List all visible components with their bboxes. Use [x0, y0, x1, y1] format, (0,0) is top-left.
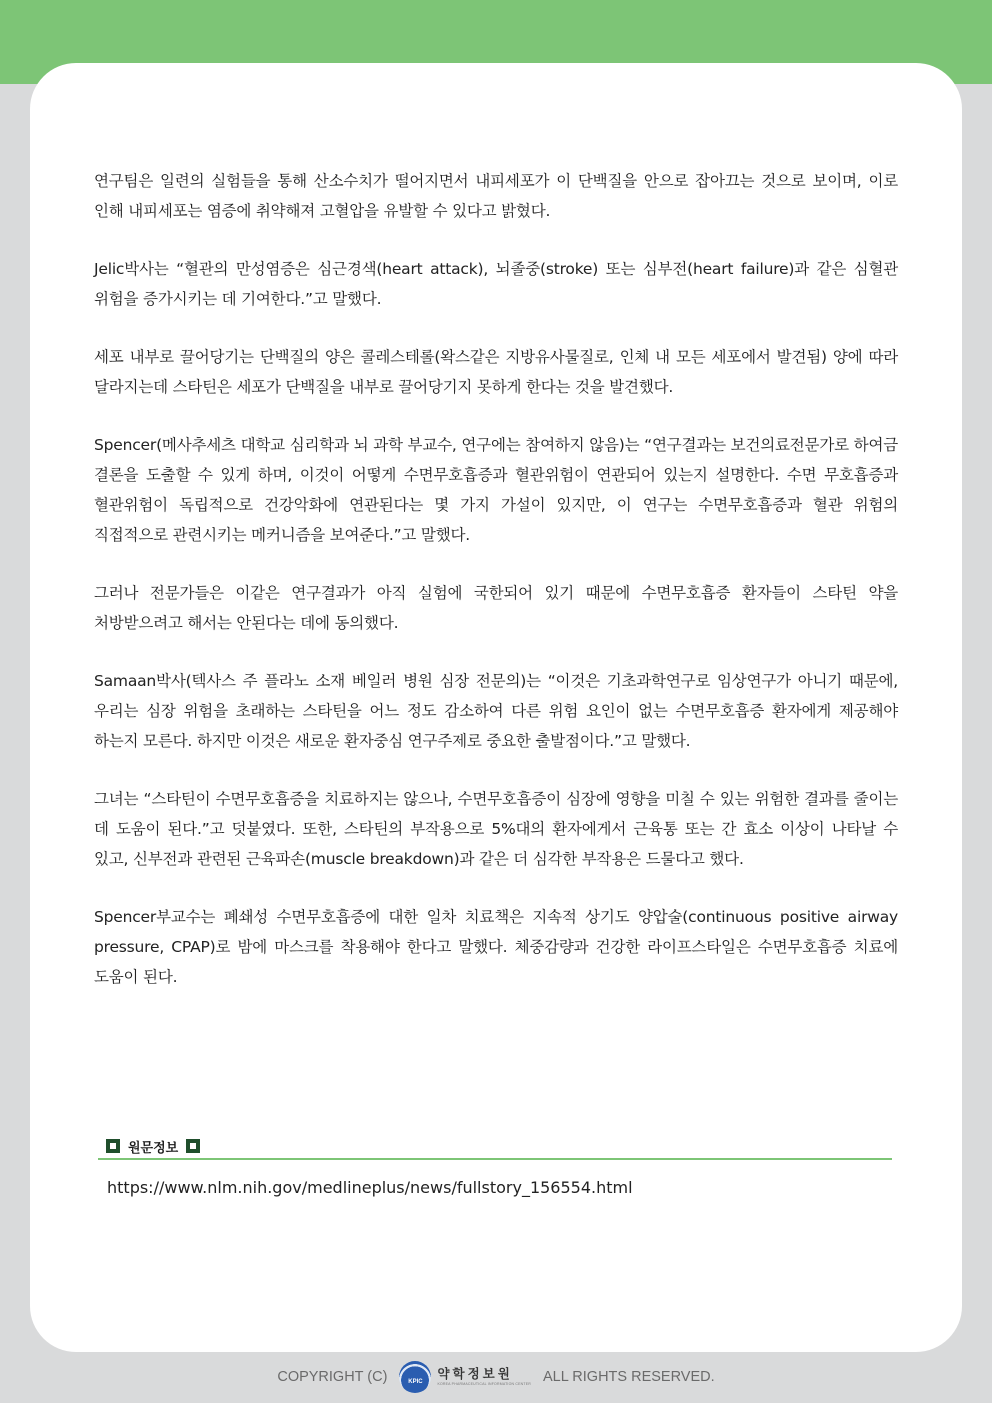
- paragraph: 세포 내부로 끌어당기는 단백질의 양은 콜레스테롤(왁스같은 지방유사물질로, 인체 내 모든 세포에서 발견됨) 양에 따라 달라지는데 스타틴은 세포가 단백질을 내부로 끌어당기지 못하게 한다는 것을 발견했다.: [94, 348, 898, 396]
- kpic-logo: [399, 1361, 531, 1393]
- paragraph: Jelic박사는 “혈관의 만성염증은 심근경색(heart attack), 뇌졸중(stroke) 또는 심부전(heart failure)과 같은 심혈관 위험을 증가시키는 데 기여한다.”고 말했다.: [94, 260, 898, 308]
- paragraph: 그러나 전문가들은 이같은 연구결과가 아직 실험에 국한되어 있기 때문에 수면무호흡증 환자들이 스타틴 약을 처방받으려고 해서는 안된다는 데에 동의했다.: [94, 584, 898, 632]
- source-url-link[interactable]: https://www.nlm.nih.gov/medlineplus/news/fullstory_156554.html: [107, 1178, 633, 1197]
- source-info-section: [98, 1136, 892, 1197]
- paragraph: 연구팀은 일련의 실험들을 통해 산소수치가 떨어지면서 내피세포가 이 단백질을 안으로 잡아끄는 것으로 보이며, 이로 인해 내피세포는 염증에 취약해져 고혈압을 유발할 수 있다고 밝혔다.: [94, 172, 898, 220]
- logo-name: 약학정보원: [437, 1365, 513, 1381]
- paragraph: Samaan박사(텍사스 주 플라노 소재 베일러 병원 심장 전문의)는 “이것은 기초과학연구로 임상연구가 아니기 때문에, 우리는 심장 위험을 초래하는 스타틴을 어느 정도 감소하여 다른 위험 요인이 없는 수면무호흡증 환자에게 제공해야 하는지 모른다. 하지만 이것은 새로운 환자중심 연구주제로 중요한 출발점이다.”고 말했다.: [94, 672, 898, 750]
- square-bullet-icon: [106, 1139, 120, 1153]
- logo-seal-text: KPIC: [408, 1379, 423, 1385]
- source-info-title: 원문정보: [128, 1140, 179, 1156]
- copyright-text: COPYRIGHT (C): [277, 1369, 388, 1385]
- paragraph: 그녀는 “스타틴이 수면무호흡증을 치료하지는 않으나, 수면무호흡증이 심장에 영향을 미칠 수 있는 위험한 결과를 줄이는 데 도움이 된다.”고 덧붙였다. 또한, 스타틴의 부작용으로 5%대의 환자에게서 근육통 또는 간 효소 이상이 나타날 수 있고, 신부전과 관련된 근육파손(muscle breakdown)과 같은 더 심각한 부작용은 드물다고 했다.: [94, 790, 898, 868]
- source-info-header: [98, 1136, 892, 1160]
- article-body: [94, 166, 898, 1020]
- square-bullet-icon: [186, 1139, 200, 1153]
- footer: [0, 1358, 992, 1396]
- rights-text: ALL RIGHTS RESERVED.: [543, 1369, 715, 1385]
- paragraph: Spencer부교수는 폐쇄성 수면무호흡증에 대한 일차 치료책은 지속적 상기도 양압술(continuous positive airway pressure, CPAP)로 밤에 마스크를 착용해야 한다고 말했다. 체중감량과 건강한 라이프스타일은 수면무호흡증 치료에 도움이 된다.: [94, 908, 898, 986]
- logo-subtitle: KOREA PHARMACEUTICAL INFORMATION CENTER: [437, 1382, 532, 1386]
- kpic-seal-icon: [399, 1361, 431, 1393]
- paragraph: Spencer(메사추세츠 대학교 심리학과 뇌 과학 부교수, 연구에는 참여하지 않음)는 “연구결과는 보건의료전문가로 하여금 결론을 도출할 수 있게 하며, 이것이 어떻게 수면무호흡증과 혈관위험이 연관되어 있는지 설명한다. 수면 무호흡증과 혈관위험이 독립적으로 건강악화에 연관된다는 몇 가지 가설이 있지만, 이 연구는 수면무호흡증과 혈관 위험의 직접적으로 관련시키는 메커니즘을 보여준다.”고 말했다.: [94, 436, 898, 544]
